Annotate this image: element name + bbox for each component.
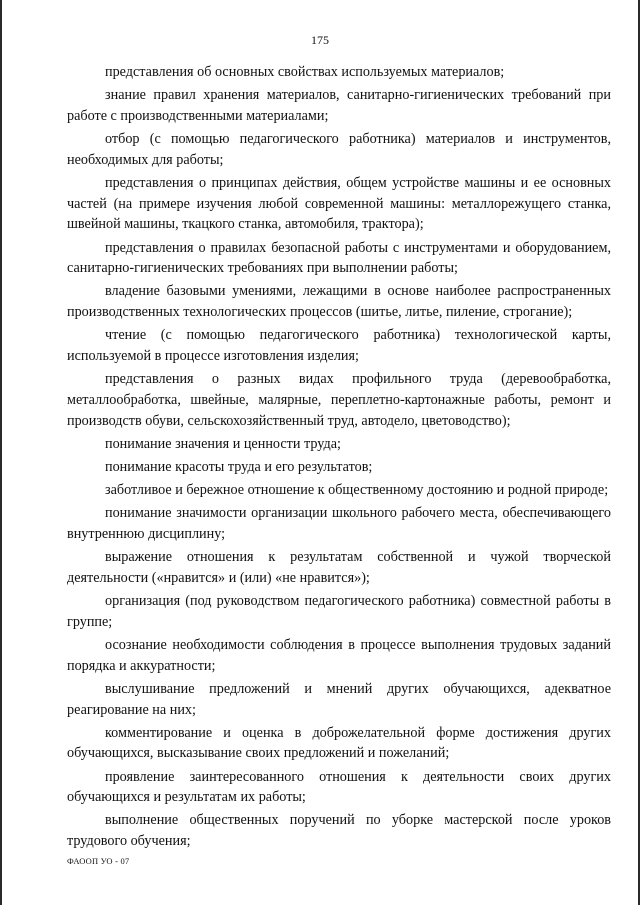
paragraph: выражение отношения к результатам собственной и чужой творческой деятельности («нравится» и (или) «не нравится»); xyxy=(67,549,611,586)
paragraph: осознание необходимости соблюдения в процессе выполнения трудовых заданий порядка и аккуратности; xyxy=(67,636,611,674)
scan-edge-left xyxy=(0,0,2,905)
paragraph: понимание значимости организации школьного рабочего места, обеспечивающего внутреннюю дисциплину; xyxy=(67,505,611,542)
paragraph: заботливое и бережное отношение к общественному достоянию и родной природе; xyxy=(105,482,609,499)
paragraph: понимание красоты труда и его результатов; xyxy=(105,459,373,476)
document-body xyxy=(67,62,611,854)
paragraph: выполнение общественных поручений по уборке мастерской после уроков трудового обучения; xyxy=(67,812,611,850)
paragraph: знание правил хранения материалов, санитарно-гигиенических требований при работе с производственными материалами; xyxy=(67,87,611,124)
paragraph: представления о разных видах профильного труда (деревообработка, металлообработка, швейные, малярные, переплетно-картонажные работы, ремонт и производств обуви, сельскохозяйственный труд, автодело, цветоводство); xyxy=(67,371,611,429)
paragraph: представления о правилах безопасной работы с инструментами и оборудованием, санитарно-гигиенических требованиях при выполнении работы; xyxy=(67,239,611,277)
document-code-footer: ФАООП УО - 07 xyxy=(67,856,130,866)
paragraph: организация (под руководством педагогического работника) совместной работы в группе; xyxy=(67,592,611,630)
paragraph: отбор (с помощью педагогического работника) материалов и инструментов, необходимых для работы; xyxy=(67,130,611,168)
paragraph: комментирование и оценка в доброжелательной форме достижения других обучающихся, высказывание своих предложений и пожеланий; xyxy=(67,724,611,762)
page-number: 175 xyxy=(311,33,329,47)
paragraph: представления об основных свойствах используемых материалов; xyxy=(105,64,505,80)
paragraph: владение базовыми умениями, лежащими в основе наиболее распространенных производственных технологических процессов (шитье, литье, пиление, строгание); xyxy=(67,283,611,321)
paragraph: понимание значения и ценности труда; xyxy=(105,435,341,452)
paragraph: представления о принципах действия, общем устройстве машины и ее основных частей (на примере изучения любой современной машины: металлорежущего станка, швейной машины, ткацкого станка, автомобиля, трактора); xyxy=(67,174,611,233)
paragraph: проявление заинтересованного отношения к деятельности своих других обучающихся и результатам их работы; xyxy=(67,768,611,806)
paragraph: выслушивание предложений и мнений других обучающихся, адекватное реагирование на них; xyxy=(67,680,611,718)
paragraph: чтение (с помощью педагогического работника) технологической карты, используемой в процессе изготовления изделия; xyxy=(67,327,611,365)
